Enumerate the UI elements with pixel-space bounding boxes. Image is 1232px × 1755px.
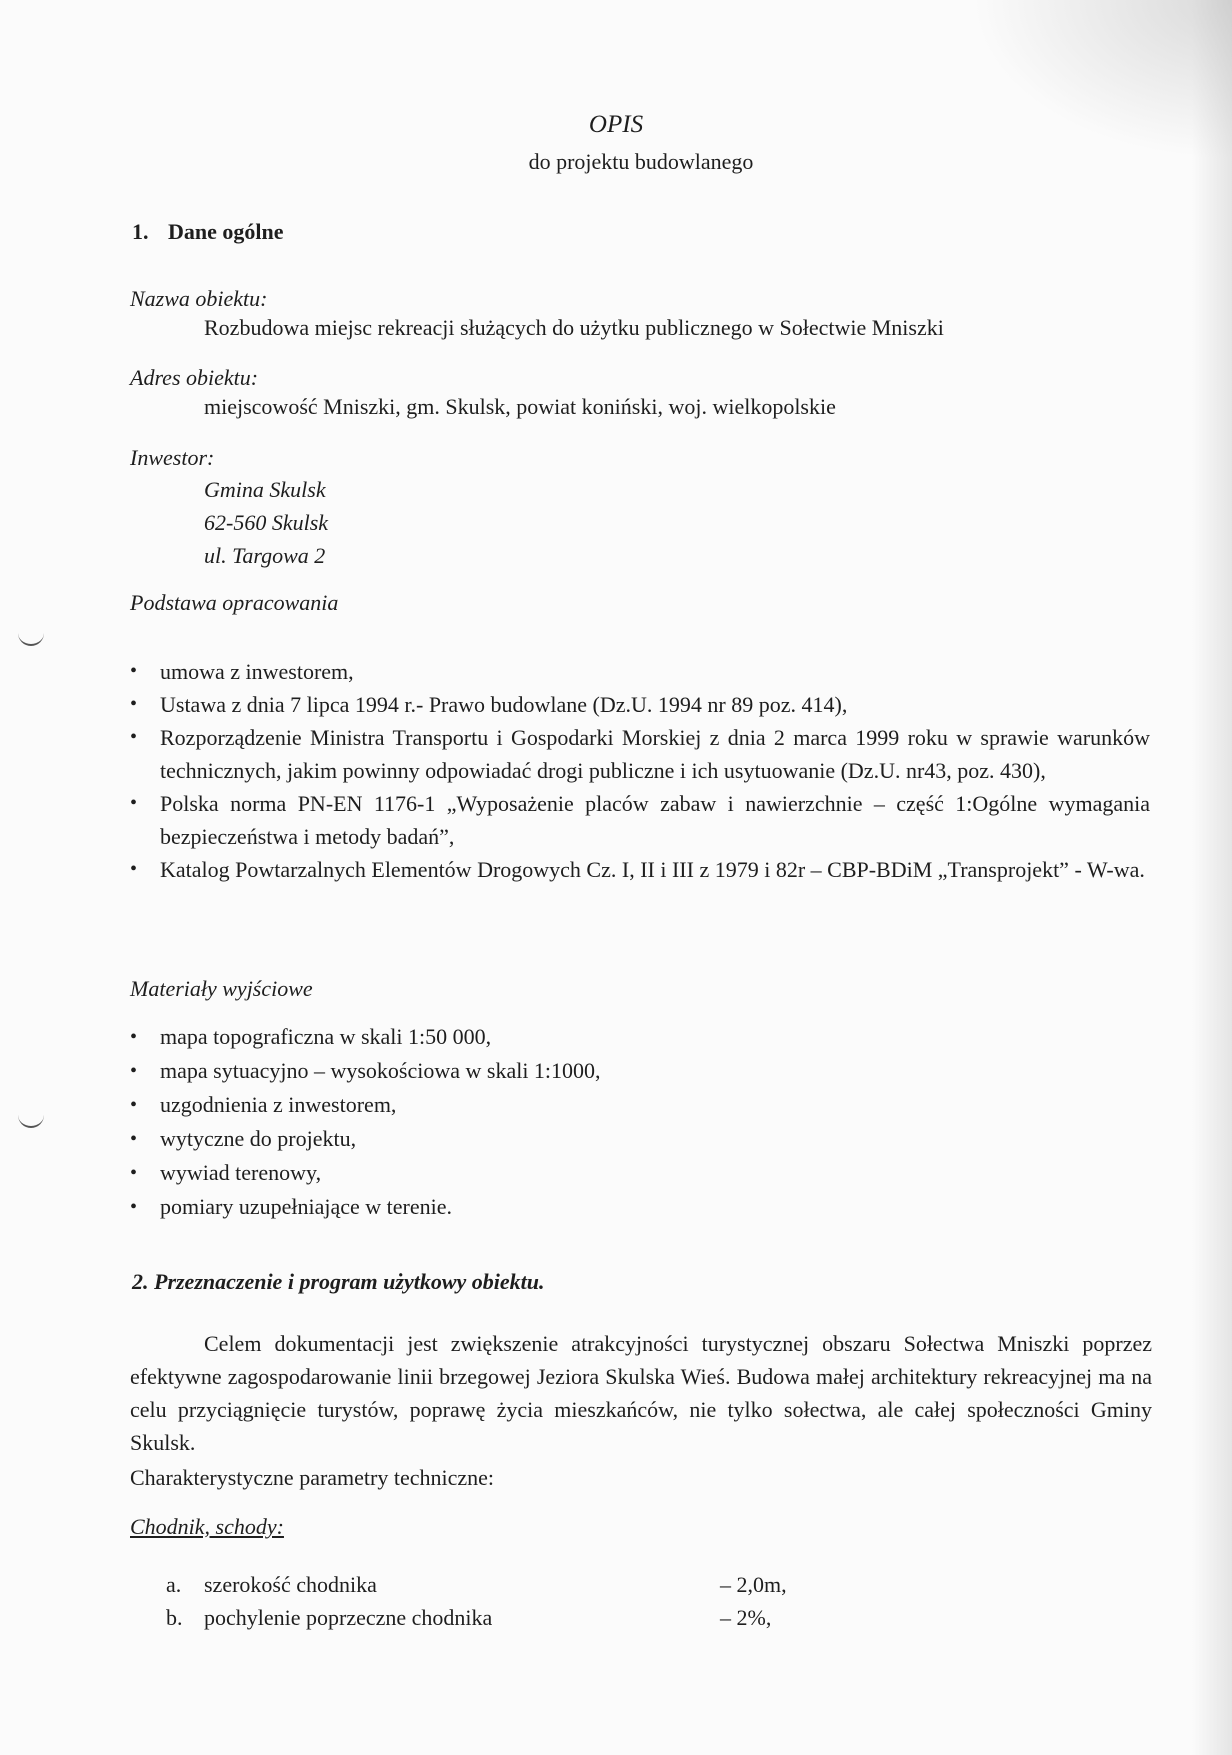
param-label: pochylenie poprzeczne chodnika	[204, 1605, 493, 1630]
list-item: • umowa z inwestorem,	[130, 655, 1150, 688]
param-label: szerokość chodnika	[204, 1572, 377, 1597]
object-name-value: Rozbudowa miejsc rekreacji służących do użytku publicznego w Sołectwie Mniszki	[204, 315, 944, 340]
param-marker: a.	[166, 1572, 182, 1597]
list-item: • mapa topograficzna w skali 1:50 000,	[130, 1020, 1150, 1054]
list-item: • wytyczne do projektu,	[130, 1122, 1150, 1156]
investor-line: ul. Targowa 2	[204, 543, 326, 568]
object-address-label: Adres obiektu:	[130, 365, 259, 390]
investor-line: 62-560 Skulsk	[204, 510, 329, 535]
document-subtitle: do projektu budowlanego	[528, 149, 754, 174]
params-intro: Charakterystyczne parametry techniczne:	[130, 1465, 495, 1490]
list-item: • wywiad terenowy,	[130, 1156, 1150, 1190]
investor-label: Inwestor:	[130, 445, 215, 470]
basis-list	[130, 655, 1150, 886]
document-title: OPIS	[588, 111, 644, 138]
param-marker: b.	[166, 1605, 183, 1630]
punch-hole-mark	[18, 1110, 44, 1128]
list-item: • Polska norma PN-EN 1176-1 „Wyposażenie placów zabaw i nawierzchnie – część 1:Ogólne wymagania bezpieczeństwa i metody badań”,	[130, 787, 1150, 853]
list-item: • Katalog Powtarzalnych Elementów Drogowych Cz. I, II i III z 1979 i 82r – CBP-BDiM „Transprojekt” - W-wa.	[130, 853, 1150, 886]
list-item: • Rozporządzenie Ministra Transportu i Gospodarki Morskiej z dnia 2 marca 1999 roku w sprawie warunków technicznych, jakim powinny odpowiadać drogi publiczne i ich usytuowanie (Dz.U. nr43, poz. 430),	[130, 721, 1150, 787]
list-item: • Ustawa z dnia 7 lipca 1994 r.- Prawo budowlane (Dz.U. 1994 nr 89 poz. 414),	[130, 688, 1150, 721]
list-item: • mapa sytuacyjno – wysokościowa w skali 1:1000,	[130, 1054, 1150, 1088]
param-value: – 2,0m,	[720, 1572, 787, 1597]
investor-line: Gmina Skulsk	[204, 477, 326, 502]
materials-list	[130, 1020, 1150, 1224]
materials-label: Materiały wyjściowe	[130, 976, 313, 1001]
section-2-paragraph: Celem dokumentacji jest zwiększenie atrakcyjności turystycznej obszaru Sołectwa Mniszki poprzez efektywne zagospodarowanie linii brzegowej Jeziora Skulska Wieś. Budowa małej architektury rekreacyjnej ma na celu przyciągnięcie turystów, poprawę życia mieszkańców, nie tylko sołectwa, ale całej społeczności Gminy Skulsk.	[130, 1331, 1152, 1455]
section-1-title: Dane ogólne	[168, 219, 284, 244]
param-value: – 2%,	[720, 1605, 772, 1630]
object-address-value: miejscowość Mniszki, gm. Skulsk, powiat koniński, woj. wielkopolskie	[204, 394, 836, 419]
list-item: • pomiary uzupełniające w terenie.	[130, 1190, 1150, 1224]
section-1-number: 1.	[132, 219, 149, 244]
basis-label: Podstawa opracowania	[130, 590, 339, 615]
page-edge-shadow	[1192, 0, 1232, 1755]
section-2-title: 2. Przeznaczenie i program użytkowy obiektu.	[132, 1269, 545, 1294]
list-item: • uzgodnienia z inwestorem,	[130, 1088, 1150, 1122]
object-name-label: Nazwa obiektu:	[130, 286, 268, 311]
punch-hole-mark	[18, 628, 44, 646]
subsection-title: Chodnik, schody:	[130, 1514, 284, 1539]
